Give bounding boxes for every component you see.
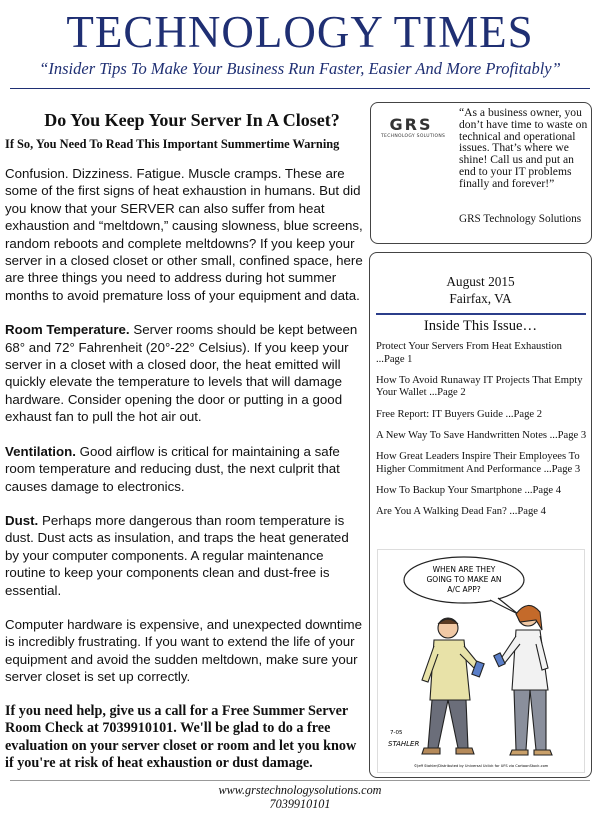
man-figure xyxy=(422,618,484,754)
article-subtitle: If So, You Need To Read This Important Summertime Warning xyxy=(5,137,340,151)
list-item: A New Way To Save Handwritten Notes ...Page 3 xyxy=(376,429,587,441)
section-text: Server rooms should be kept between 68° and 72° Fahrenheit (20°-22° Celsius). If you keep your server in a closet with a closed door, the heat emitted will quickly elevate the temperature to levels that will damage hardware. Consider opening the door or putting in a good exhaust fan to pull the hot air out. xyxy=(5,322,358,425)
list-item: Are You A Walking Dead Fan? ...Page 4 xyxy=(376,505,546,517)
section-dust xyxy=(5,512,363,599)
masthead-divider xyxy=(10,88,590,89)
footer-divider xyxy=(10,780,590,781)
article-closing: Computer hardware is expensive, and unexpected downtime is incredibly frustrating. If you want to extend the life of your equipment and avoid the sudden meltdown, make sure your server closet is set up correctly. xyxy=(5,616,363,685)
section-heading: Dust. xyxy=(5,512,39,528)
section-text: Perhaps more dangerous than room temperature is dust. Dust acts as insulation, and traps the heat generated by your computer components. A regular maintenance routine to keep your components clean and dust-free is essential. xyxy=(5,512,349,598)
list-item: Protect Your Servers From Heat Exhaustion ...Page 1 xyxy=(376,341,562,365)
section-heading: Room Temperature. xyxy=(5,322,130,338)
issue-heading: Inside This Issue… xyxy=(423,318,538,334)
speech-line: GOING TO MAKE AN xyxy=(426,575,502,584)
footer-phone: 7039910101 xyxy=(269,796,331,811)
list-item: How To Avoid Runaway IT Projects That Empty Your Wallet ...Page 2 xyxy=(376,374,583,399)
footer xyxy=(0,784,600,811)
article-intro: Confusion. Dizziness. Fatigue. Muscle cramps. These are some of the first signs of heat exhaustion in humans. But did you know that your SERVER can also suffer from heat exhaustion and “meltdown,” causing slowness, blue screens, random reboots and complete meltdowns? If you keep your server in a closed closet or other small, confined space, here are three things you need to address during hot summer months to avoid premature loss of your equipment and data. xyxy=(5,166,363,303)
company-quote-box xyxy=(370,102,592,244)
cartoon-date: 7-05 xyxy=(390,730,403,736)
issue-contents-list xyxy=(376,341,588,527)
cartoonist-signature: STAHLER xyxy=(388,740,420,748)
logo-subtext: TECHNOLOGY SOLUTIONS xyxy=(381,134,446,139)
article-title: Do You Keep Your Server In A Closet? xyxy=(44,110,340,130)
section-heading: Ventilation. xyxy=(5,443,76,459)
speech-balloon-tail xyxy=(490,598,518,614)
issue-divider xyxy=(376,313,586,315)
cartoon-drawing xyxy=(378,550,584,772)
main-article xyxy=(5,110,363,773)
newsletter-title: TECHNOLOGY TIMES xyxy=(66,7,534,57)
issue-location: Fairfax, VA xyxy=(449,291,512,306)
section-ventilation xyxy=(5,443,363,495)
company-quote: “As a business owner, you don’t have time to waste on technical and operational issues. That’s where we shine! Call us and put an end to your IT problems finally and forever!” xyxy=(459,106,588,190)
list-item: How To Backup Your Smartphone ...Page 4 xyxy=(376,484,562,496)
section-room-temperature xyxy=(5,321,363,425)
list-item: How Great Leaders Inspire Their Employees To Higher Commitment And Performance ...Page 3 xyxy=(376,450,581,475)
logo-text: GRS xyxy=(389,115,433,134)
inside-this-issue-box xyxy=(369,252,592,778)
newsletter-tagline: “Insider Tips To Make Your Business Run Faster, Easier And More Profitably” xyxy=(39,59,561,78)
cartoon-illustration xyxy=(377,549,585,773)
list-item: Free Report: IT Buyers Guide ...Page 2 xyxy=(376,408,543,420)
logo-mark xyxy=(381,115,441,134)
section-text: Good airflow is critical for maintaining a safe room temperature and reducing dust, the next culprit that causes damage to electronics. xyxy=(5,443,340,494)
footer-website: www.grstechnologysolutions.com xyxy=(218,783,382,797)
call-to-action: If you need help, give us a call for a Free Summer Server Room Check at 7039910101. We'll be glad to do a free evaluation on your server closet or room and let you know if you're at risk of heat exhaustion or dust damage. xyxy=(5,702,357,772)
issue-date: August 2015 xyxy=(446,274,515,289)
masthead xyxy=(0,6,600,79)
woman-figure xyxy=(494,605,552,755)
issue-dateline xyxy=(370,273,591,307)
company-logo xyxy=(381,115,446,139)
quote-attribution: GRS Technology Solutions xyxy=(459,213,582,225)
cartoon-credit: ©Jeff Stahler/Distributed by Universal Uclick for UFS via CartoonStock.com xyxy=(413,764,549,768)
speech-line: WHEN ARE THEY xyxy=(432,565,496,574)
speech-line: A/C APP? xyxy=(447,585,481,594)
